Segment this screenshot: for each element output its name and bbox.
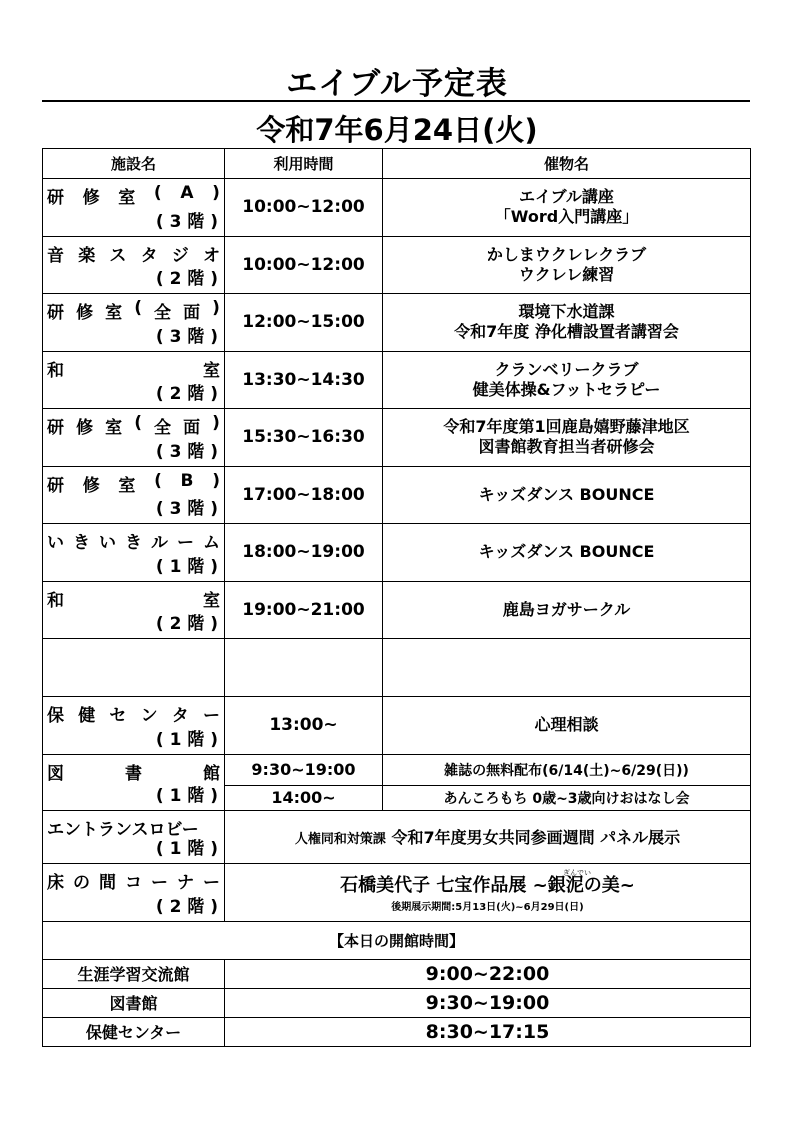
facility-cell (43, 524, 225, 582)
facility-name-char: タ (171, 706, 189, 726)
hours-row (43, 959, 751, 988)
event-cell (383, 294, 751, 352)
facility-name-char: い (47, 533, 64, 553)
event-cell: あんころもち 0歳~3歳向けおはなし会 (383, 785, 751, 810)
facility-name-char: 室 (105, 418, 123, 438)
event-line: エイブル講座 (519, 187, 614, 207)
event-line: 「Word入門講座」 (494, 207, 639, 227)
facility-name-char: ( (153, 183, 162, 203)
event-department: 人権同和対策課 (294, 832, 386, 847)
facility-name-char: 健 (78, 706, 96, 726)
hours-row (43, 988, 751, 1017)
facility-floor: ( 3 階 ) (155, 326, 218, 347)
facility-name (47, 586, 220, 611)
facility-name-char: 修 (76, 418, 94, 438)
event-line: キッズダンス BOUNCE (478, 542, 655, 562)
hours-facility: 生涯学習交流館 (43, 959, 225, 988)
opening-hours-heading: 【本日の開館時間】 (43, 921, 751, 959)
facility-floor: ( 1 階 ) (155, 729, 218, 750)
hours-time: 8:30~17:15 (225, 1017, 751, 1046)
facility-floor: ( 3 階 ) (155, 211, 218, 232)
facility-floor: ( 3 階 ) (155, 499, 218, 519)
facility-name-char: 室 (203, 590, 220, 611)
schedule-row (43, 581, 751, 639)
facility-name (47, 183, 220, 208)
event-line: 令和7年度第1回鹿島嬉野藤津地区 (443, 417, 690, 437)
time-cell: 9:30~19:00 (225, 754, 383, 785)
facility-name-char: 面 (183, 303, 201, 323)
facility-name-char: の (73, 872, 90, 893)
facility-name (47, 241, 220, 266)
header-facility: 施設名 (43, 149, 225, 179)
facility-name-char: き (125, 533, 142, 553)
ruby-annotation: ぎんでい (563, 868, 591, 877)
hours-time: 9:30~19:00 (225, 988, 751, 1017)
facility-name-char: ( (134, 298, 142, 318)
facility-name-char: 床 (47, 872, 64, 893)
hours-facility: 図書館 (43, 988, 225, 1017)
event-cell (383, 179, 751, 237)
schedule-date: 令和7年6月24日(火) (256, 113, 538, 147)
facility-cell (43, 294, 225, 352)
facility-name-char: 保 (47, 706, 64, 726)
facility-name-char: 全 (154, 418, 172, 438)
facility-cell (43, 466, 225, 524)
event-line: 心理相談 (534, 715, 599, 735)
facility-name (47, 298, 220, 323)
facility-name-char: 面 (183, 418, 201, 438)
time-cell: 13:00~ (225, 697, 383, 755)
exhibition-cell (225, 863, 751, 921)
facility-name-char: A (180, 183, 194, 203)
schedule-table (42, 148, 751, 1047)
facility-name-char: 室 (118, 188, 136, 208)
event-line: 環境下水道課 (518, 302, 615, 322)
event-cell (383, 236, 751, 294)
time-cell: 19:00~21:00 (225, 581, 383, 639)
hours-facility: 保健センター (43, 1017, 225, 1046)
event-cell (383, 697, 751, 755)
facility-name-char: ) (212, 413, 220, 433)
facility-floor: ( 1 階 ) (155, 838, 218, 859)
time-cell: 12:00~15:00 (225, 294, 383, 352)
facility-name: エントランスロビー (47, 819, 199, 840)
facility-name-char: ) (212, 470, 220, 491)
page-title: エイブル予定表 (286, 66, 508, 102)
event-line: ウクレレ練習 (518, 264, 615, 284)
facility-cell-tokonoma (43, 863, 225, 921)
facility-floor: ( 1 階 ) (155, 556, 218, 577)
facility-name-char: 和 (47, 590, 64, 611)
time-cell (225, 639, 383, 697)
event-line: 令和7年度 浄化槽設置者講習会 (454, 322, 679, 342)
time-cell: 10:00~12:00 (225, 179, 383, 237)
event-cell (383, 466, 751, 524)
event-line: 健美体操&フットセラピー (472, 379, 661, 399)
facility-name-char: 室 (203, 360, 220, 381)
facility-name-char: ナ (177, 872, 194, 893)
event-cell: 雑誌の無料配布(6/14(土)~6/29(日)) (383, 754, 751, 785)
event-line: 鹿島ヨガサークル (502, 599, 631, 619)
entrance-event-cell (225, 810, 751, 863)
facility-name-char: セ (109, 706, 127, 726)
schedule-row (43, 466, 751, 524)
facility-name-char: 修 (82, 188, 100, 208)
facility-name-char: 研 (47, 418, 64, 438)
facility-name (47, 868, 220, 893)
facility-name-char: 室 (118, 475, 136, 496)
facility-name (47, 356, 220, 381)
facility-name-char: タ (140, 245, 158, 266)
facility-name-char: 室 (105, 303, 123, 323)
facility-name-char: ー (151, 872, 168, 893)
facility-name-char: 研 (47, 188, 64, 208)
facility-name-char: B (180, 470, 194, 491)
event-line: かしまウクレレクラブ (486, 244, 647, 264)
facility-floor: ( 2 階 ) (155, 384, 218, 404)
time-cell: 10:00~12:00 (225, 236, 383, 294)
facility-name-char: ス (109, 245, 127, 266)
event-line: キッズダンス BOUNCE (478, 484, 655, 504)
facility-cell-library (43, 754, 225, 810)
schedule-row (43, 639, 751, 697)
event-line: 図書館教育担当者研修会 (478, 437, 655, 457)
schedule-row (43, 697, 751, 755)
time-cell: 15:30~16:30 (225, 409, 383, 467)
facility-cell (43, 581, 225, 639)
facility-floor: ( 2 階 ) (155, 896, 218, 917)
facility-name-char: ( (134, 413, 142, 433)
event-cell (383, 639, 751, 697)
facility-name-char: ム (203, 533, 220, 553)
event-cell (383, 351, 751, 409)
time-cell: 18:00~19:00 (225, 524, 383, 582)
event-cell (383, 581, 751, 639)
hours-time: 9:00~22:00 (225, 959, 751, 988)
facility-floor: ( 3 階 ) (155, 441, 218, 462)
time-cell: 14:00~ (225, 785, 383, 810)
facility-name-char: ー (202, 706, 220, 726)
facility-name-char: い (99, 533, 116, 553)
facility-name-char: 修 (76, 303, 94, 323)
facility-cell (43, 351, 225, 409)
facility-name-char: オ (202, 245, 220, 266)
facility-name-char: 全 (154, 303, 172, 323)
facility-name-char: 図 (47, 763, 64, 784)
facility-name (47, 528, 220, 553)
facility-name (47, 413, 220, 438)
event-title: 令和7年度男女共同参画週間 パネル展示 (391, 828, 681, 847)
header-event: 催物名 (383, 149, 751, 179)
facility-cell (43, 236, 225, 294)
facility-name-char: き (73, 533, 90, 553)
schedule-row (43, 236, 751, 294)
schedule-row (43, 524, 751, 582)
facility-name-char: 修 (82, 475, 100, 496)
facility-name (47, 471, 220, 496)
facility-name (47, 701, 220, 726)
facility-cell (43, 409, 225, 467)
facility-name-char: 書 (125, 763, 142, 784)
event-line: クランベリークラブ (494, 359, 639, 379)
hours-row (43, 1017, 751, 1046)
facility-cell (43, 179, 225, 237)
facility-name-char: ) (212, 298, 220, 318)
facility-name-char: ル (151, 533, 168, 553)
event-cell (383, 524, 751, 582)
facility-name-char: コ (125, 872, 142, 893)
facility-floor: ( 1 階 ) (155, 785, 218, 806)
facility-name-char: 館 (203, 763, 220, 784)
schedule-row (43, 351, 751, 409)
facility-name-char: 研 (47, 303, 64, 323)
time-cell: 17:00~18:00 (225, 466, 383, 524)
schedule-row (43, 409, 751, 467)
facility-cell-entrance (43, 810, 225, 863)
schedule-row (43, 179, 751, 237)
header-time: 利用時間 (225, 149, 383, 179)
facility-name-char: 研 (47, 475, 64, 496)
facility-name-char: ー (203, 872, 220, 893)
facility-name-char: ー (177, 533, 194, 553)
facility-floor: ( 2 階 ) (155, 614, 218, 634)
facility-cell (43, 697, 225, 755)
title-underline (42, 100, 750, 102)
facility-cell (43, 639, 225, 697)
facility-name-char: ジ (171, 245, 189, 266)
facility-name-char: ン (140, 706, 158, 726)
event-cell (383, 409, 751, 467)
schedule-row (43, 294, 751, 352)
time-cell: 13:30~14:30 (225, 351, 383, 409)
facility-name-char: 楽 (78, 245, 96, 266)
facility-floor: ( 2 階 ) (155, 269, 218, 289)
exhibition-title: 石橋美代子 七宝作品展 ~銀泥の美~ (340, 875, 635, 896)
facility-name-char: 和 (47, 360, 64, 381)
facility-name-char: 間 (99, 872, 116, 893)
facility-name-char: ( (154, 470, 162, 491)
facility-name-char: ) (212, 183, 220, 203)
facility-name-char: 音 (47, 245, 64, 266)
exhibition-period: 後期展示期間:5月13日(火)~6月29日(日) (391, 902, 584, 913)
